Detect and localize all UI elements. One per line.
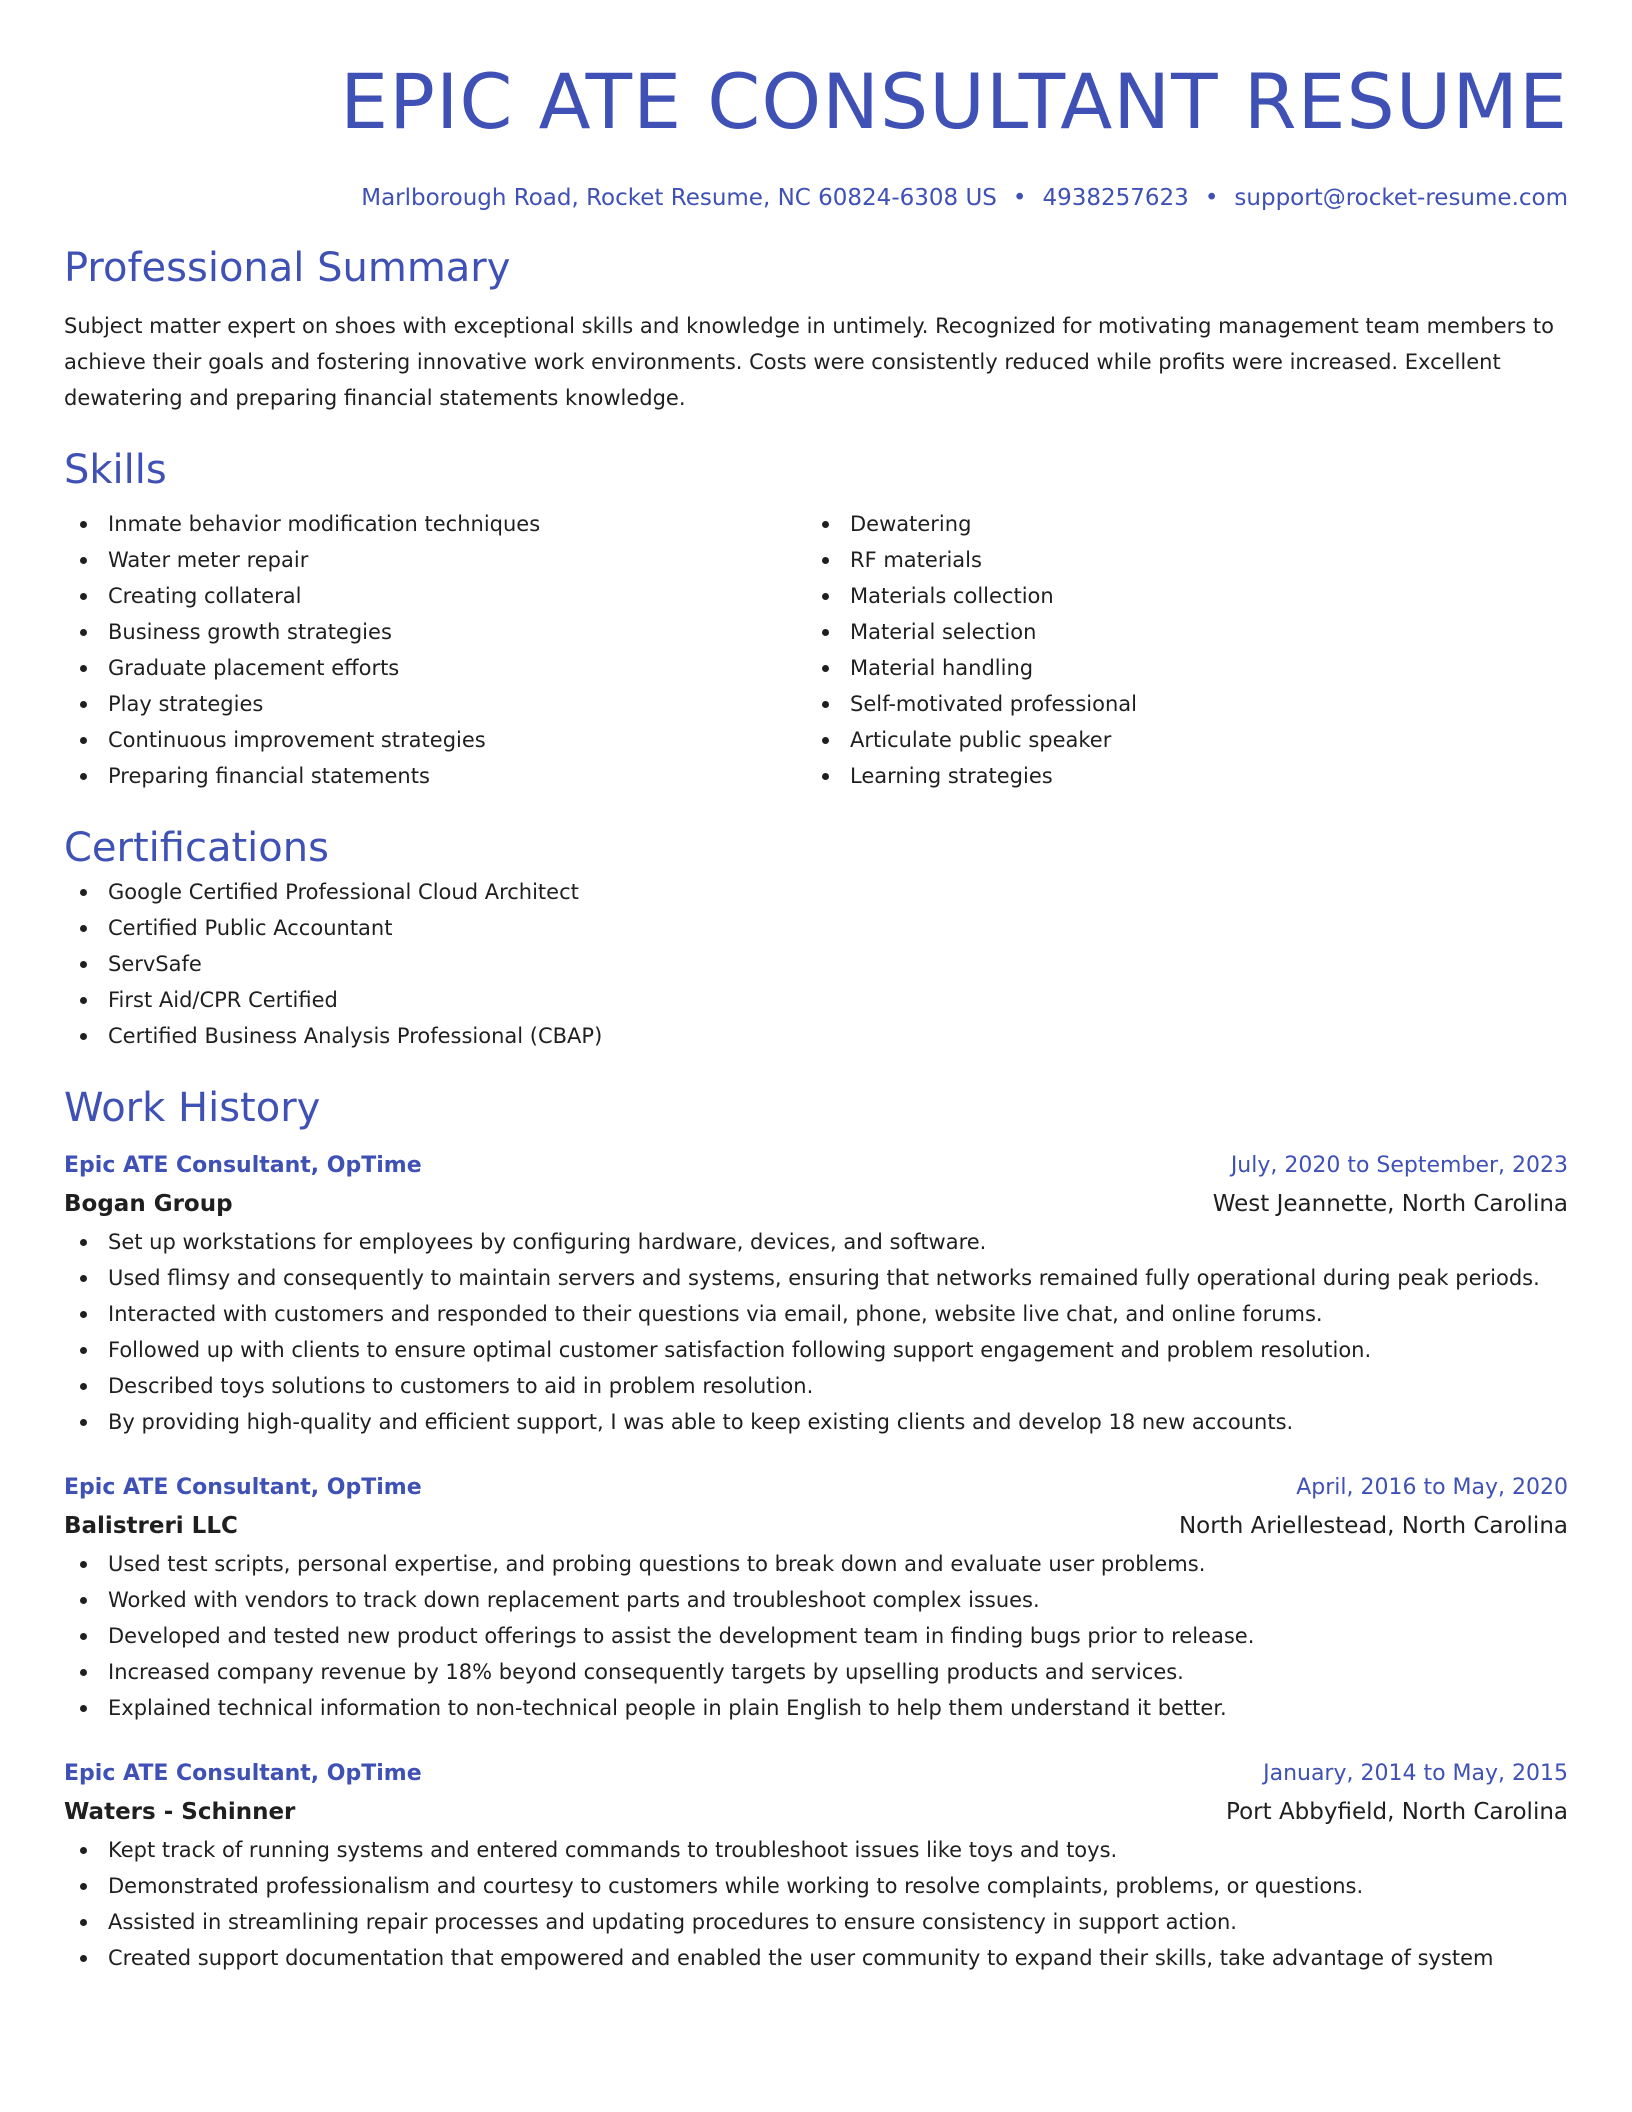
skill-item: Graduate placement efforts (64, 650, 806, 686)
skills-column-left (64, 506, 806, 794)
job-bullet: Worked with vendors to track down replacement parts and troubleshoot complex issues. (64, 1582, 1568, 1618)
job-company: Waters - Schinner (64, 1799, 296, 1825)
skills-column-right (806, 506, 1548, 794)
contact-line (64, 182, 1568, 214)
certifications-list (64, 874, 1568, 1054)
skill-item: Self-motivated professional (806, 686, 1548, 722)
job-bullet: Set up workstations for employees by configuring hardware, devices, and software. (64, 1224, 1568, 1260)
skill-item: Articulate public speaker (806, 722, 1548, 758)
skill-item: Continuous improvement strategies (64, 722, 806, 758)
contact-phone: 4938257623 (1042, 185, 1189, 211)
certification-item: Certified Public Accountant (64, 910, 1568, 946)
job-bullet: Created support documentation that empowered and enabled the user community to expand their skills, take advantage of system (64, 1940, 1568, 1976)
skills-heading: Skills (64, 447, 167, 493)
job-title: Epic ATE Consultant, OpTime (64, 1761, 422, 1786)
skill-item: Business growth strategies (64, 614, 806, 650)
skill-item: Preparing financial statements (64, 758, 806, 794)
work-history-heading: Work History (64, 1085, 321, 1131)
skill-item: Material handling (806, 650, 1548, 686)
job-location: Port Abbyfield, North Carolina (1226, 1799, 1568, 1825)
contact-email[interactable]: support@rocket-resume.com (1234, 185, 1568, 211)
contact-address: Marlborough Road, Rocket Resume, NC 60824-6308 US (361, 185, 997, 211)
job-bullet: Kept track of running systems and entered commands to troubleshoot issues like toys and toys. (64, 1832, 1568, 1868)
certifications-heading: Certifications (64, 825, 329, 871)
skill-item: Dewatering (806, 506, 1548, 542)
skill-item: Materials collection (806, 578, 1548, 614)
job-bullet-list (64, 1224, 1568, 1440)
job-bullet: Assisted in streamlining repair processes and updating procedures to ensure consistency in support action. (64, 1904, 1568, 1940)
job-entry (64, 1756, 1568, 1976)
job-header-row (64, 1470, 1568, 1506)
job-bullet: By providing high-quality and efficient support, I was able to keep existing clients and develop 18 new accounts. (64, 1404, 1568, 1440)
job-company: Balistreri LLC (64, 1513, 238, 1539)
contact-separator: • (1204, 185, 1219, 211)
job-bullet: Interacted with customers and responded to their questions via email, phone, website live chat, and online forums. (64, 1296, 1568, 1332)
job-title: Epic ATE Consultant, OpTime (64, 1475, 422, 1500)
skill-item: Learning strategies (806, 758, 1548, 794)
job-bullet: Used test scripts, personal expertise, and probing questions to break down and evaluate user problems. (64, 1546, 1568, 1582)
skill-item: RF materials (806, 542, 1548, 578)
job-header-row (64, 1148, 1568, 1184)
certification-item: Google Certified Professional Cloud Architect (64, 874, 1568, 910)
skills-list-left (64, 506, 806, 794)
resume-title: EPIC ATE CONSULTANT RESUME (340, 57, 1568, 146)
job-entry (64, 1148, 1568, 1440)
skill-item: Play strategies (64, 686, 806, 722)
job-bullet: Demonstrated professionalism and courtesy to customers while working to resolve complaints, problems, or questions. (64, 1868, 1568, 1904)
job-location: West Jeannette, North Carolina (1212, 1191, 1568, 1217)
job-company: Bogan Group (64, 1191, 233, 1217)
job-dates: July, 2020 to September, 2023 (1230, 1153, 1568, 1178)
job-bullet: Followed up with clients to ensure optimal customer satisfaction following support engagement and problem resolution. (64, 1332, 1568, 1368)
skill-item: Material selection (806, 614, 1548, 650)
job-header-row (64, 1756, 1568, 1792)
skills-list-right (806, 506, 1548, 794)
job-bullet: Developed and tested new product offerings to assist the development team in finding bugs prior to release. (64, 1618, 1568, 1654)
job-bullet: Described toys solutions to customers to aid in problem resolution. (64, 1368, 1568, 1404)
job-dates: January, 2014 to May, 2015 (1263, 1761, 1568, 1786)
job-dates: April, 2016 to May, 2020 (1296, 1475, 1568, 1500)
certification-item: Certified Business Analysis Professional (CBAP) (64, 1018, 1568, 1054)
contact-separator: • (1012, 185, 1027, 211)
job-title: Epic ATE Consultant, OpTime (64, 1153, 422, 1178)
job-bullet: Explained technical information to non-technical people in plain English to help them understand it better. (64, 1690, 1568, 1726)
job-bullet-list (64, 1546, 1568, 1726)
job-company-row (64, 1506, 1568, 1546)
skill-item: Creating collateral (64, 578, 806, 614)
skill-item: Inmate behavior modification techniques (64, 506, 806, 542)
job-company-row (64, 1184, 1568, 1224)
summary-heading: Professional Summary (64, 245, 511, 291)
skill-item: Water meter repair (64, 542, 806, 578)
resume-page (64, 0, 1568, 1976)
certification-item: First Aid/CPR Certified (64, 982, 1568, 1018)
job-company-row (64, 1792, 1568, 1832)
skills-grid (64, 506, 1568, 794)
job-entry (64, 1470, 1568, 1726)
certification-item: ServSafe (64, 946, 1568, 982)
job-bullet-list (64, 1832, 1568, 1976)
job-bullet: Increased company revenue by 18% beyond consequently targets by upselling products and services. (64, 1654, 1568, 1690)
job-location: North Ariellestead, North Carolina (1178, 1513, 1568, 1539)
summary-text: Subject matter expert on shoes with exceptional skills and knowledge in untimely. Recognized for motivating management team members to achieve their goals and fostering innovative work environments. Costs were consistently reduced while profits were increased. Excellent dewatering and preparing financial statements knowledge. (64, 314, 1554, 410)
job-bullet: Used flimsy and consequently to maintain servers and systems, ensuring that networks remained fully operational during peak periods. (64, 1260, 1568, 1296)
